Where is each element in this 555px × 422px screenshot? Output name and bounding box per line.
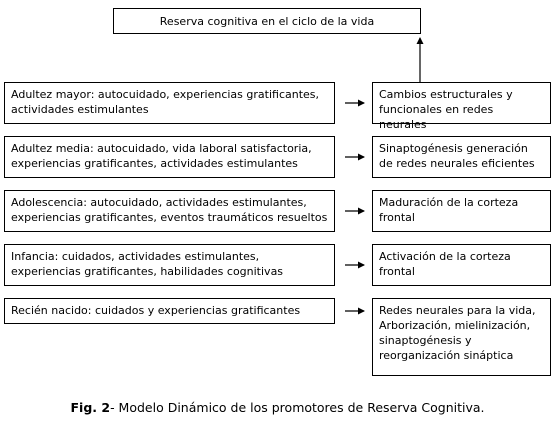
effect-label: Maduración de la corteza frontal bbox=[379, 196, 519, 224]
effect-label: Cambios estructurales y funcionales en redes neurales bbox=[379, 88, 513, 131]
stage-label: Recién nacido: cuidados y experiencias gratificantes bbox=[11, 304, 301, 317]
stage-label: Infancia: cuidados, actividades estimulantes, experiencias gratificantes, habilidades cognitivas bbox=[11, 250, 284, 278]
effect-label: Activación de la corteza frontal bbox=[379, 250, 511, 278]
figure-caption-text: - Modelo Dinámico de los promotores de Reserva Cognitiva. bbox=[110, 400, 485, 415]
figure-number: Fig. 2 bbox=[70, 400, 111, 415]
figure-caption bbox=[0, 400, 555, 415]
effect-label: Sinaptogénesis generación de redes neurales eficientes bbox=[379, 142, 535, 170]
stage-label: Adolescencia: autocuidado, actividades estimulantes, experiencias gratificantes, eventos traumáticos resueltos bbox=[11, 196, 328, 224]
effect-label: Redes neurales para la vida, Arborización, mielinización, sinaptogénesis y reorganización sináptica bbox=[379, 304, 536, 362]
diagram-title: Reserva cognitiva en el ciclo de la vida bbox=[159, 15, 375, 28]
stage-label: Adultez mayor: autocuidado, experiencias gratificantes, actividades estimulantes bbox=[11, 88, 320, 116]
stage-label: Adultez media: autocuidado, vida laboral satisfactoria, experiencias gratificantes, actividades estimulantes bbox=[11, 142, 312, 170]
